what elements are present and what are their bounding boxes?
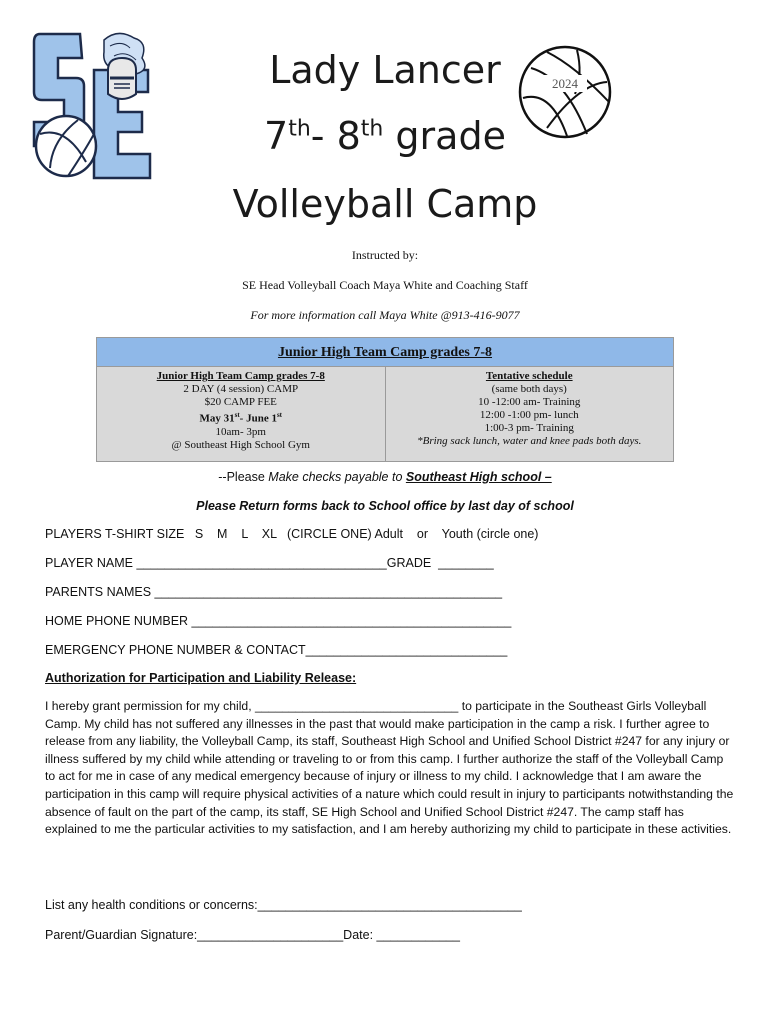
ball-year-text: 2024 bbox=[552, 76, 578, 91]
camp-table-header: Junior High Team Camp grades 7-8 bbox=[97, 338, 674, 367]
camp-date-sup-1: st bbox=[234, 411, 240, 419]
grade-word: grade bbox=[383, 114, 506, 158]
schedule-lunch: 12:00 -1:00 pm- lunch bbox=[479, 409, 579, 421]
schedule-afternoon: 1:00-3 pm- Training bbox=[484, 422, 574, 434]
camp-time: 10am- 3pm bbox=[215, 425, 266, 438]
title-grade bbox=[0, 114, 770, 158]
health-conditions-field[interactable]: List any health conditions or concerns:______________________________________ bbox=[45, 898, 522, 912]
grade-sup-2: th bbox=[360, 116, 384, 142]
title-lady-lancer: Lady Lancer bbox=[269, 48, 501, 92]
checks-prefix: --Please bbox=[218, 470, 269, 484]
home-phone-field[interactable]: HOME PHONE NUMBER ______________________________________________ bbox=[45, 614, 512, 628]
camp-days: 2 DAY (4 session) CAMP bbox=[183, 383, 299, 395]
camp-date-end: - June 1 bbox=[239, 412, 277, 425]
schedule-cell bbox=[385, 367, 674, 462]
instructed-by: Instructed by: bbox=[351, 248, 419, 262]
release-heading: Authorization for Participation and Liability Release: bbox=[45, 671, 357, 685]
player-name-field[interactable]: PLAYER NAME ____________________________________GRADE ________ bbox=[45, 556, 494, 570]
grade-seven: 7 bbox=[264, 114, 289, 158]
schedule-heading: Tentative schedule bbox=[485, 370, 573, 382]
schedule-same-days: (same both days) bbox=[491, 383, 567, 395]
schedule-note: *Bring sack lunch, water and knee pads both days. bbox=[417, 435, 642, 447]
camp-details-heading: Junior High Team Camp grades 7-8 bbox=[156, 370, 325, 382]
emergency-contact-field[interactable]: EMERGENCY PHONE NUMBER & CONTACT_____________________________ bbox=[45, 643, 508, 657]
grade-dash-eight: - 8 bbox=[310, 114, 361, 158]
checks-notice bbox=[0, 470, 770, 484]
camp-dates bbox=[99, 409, 383, 426]
volleyball-icon bbox=[517, 44, 613, 140]
tshirt-size-line[interactable]: PLAYERS T-SHIRT SIZE S M L XL (CIRCLE ONE) Adult or Youth (circle one) bbox=[45, 527, 539, 541]
return-forms-notice: Please Return forms back to School office by last day of school bbox=[196, 499, 574, 513]
camp-info-table bbox=[96, 337, 674, 462]
signature-date-field[interactable]: Parent/Guardian Signature:_____________________Date: ____________ bbox=[45, 928, 460, 942]
checks-school: Southeast High school – bbox=[405, 470, 552, 484]
release-paragraph: I hereby grant permission for my child, ______________________________ to participate in the Southeast Girls Volleyball Camp. My child has not suffered any illnesses in the past that would make participation in the camp a risk. I further agree to release from any liability, the Volleyball Camp, its staff, Southeast High School and Unified School District #247 for any injury or illness suffered by my child while attending or traveling to or from this camp. I further authorize the staff of the Volleyball Camp to act for me in case of any medical emergency because of injury or illness to my child. I acknowledge that I am aware the participation in this camp will require physical activities of a nature which could result in injury to participants notwithstanding the absence of fault on the part of the camp, its staff, SE High School and Unified School District #247. The camp staff has explained to me the particular activities to my satisfaction, and I am hereby authorizing my child to participate in these activities. bbox=[45, 699, 734, 837]
camp-details-cell bbox=[97, 367, 386, 462]
coach-line: SE Head Volleyball Coach Maya White and Coaching Staff bbox=[242, 278, 528, 292]
camp-date-sup-2: st bbox=[276, 411, 283, 419]
camp-fee: $20 CAMP FEE bbox=[204, 396, 277, 408]
info-line: For more information call Maya White @913-416-9077 bbox=[250, 308, 520, 322]
camp-place: @ Southeast High School Gym bbox=[171, 438, 310, 451]
checks-payable: Make checks payable to bbox=[268, 470, 406, 484]
grade-sup-1: th bbox=[288, 116, 311, 142]
camp-date-start: May 31 bbox=[199, 412, 235, 425]
title-volleyball-camp: Volleyball Camp bbox=[232, 182, 538, 226]
parents-names-field[interactable]: PARENTS NAMES __________________________________________________ bbox=[45, 585, 503, 599]
schedule-morning: 10 -12:00 am- Training bbox=[478, 396, 581, 408]
